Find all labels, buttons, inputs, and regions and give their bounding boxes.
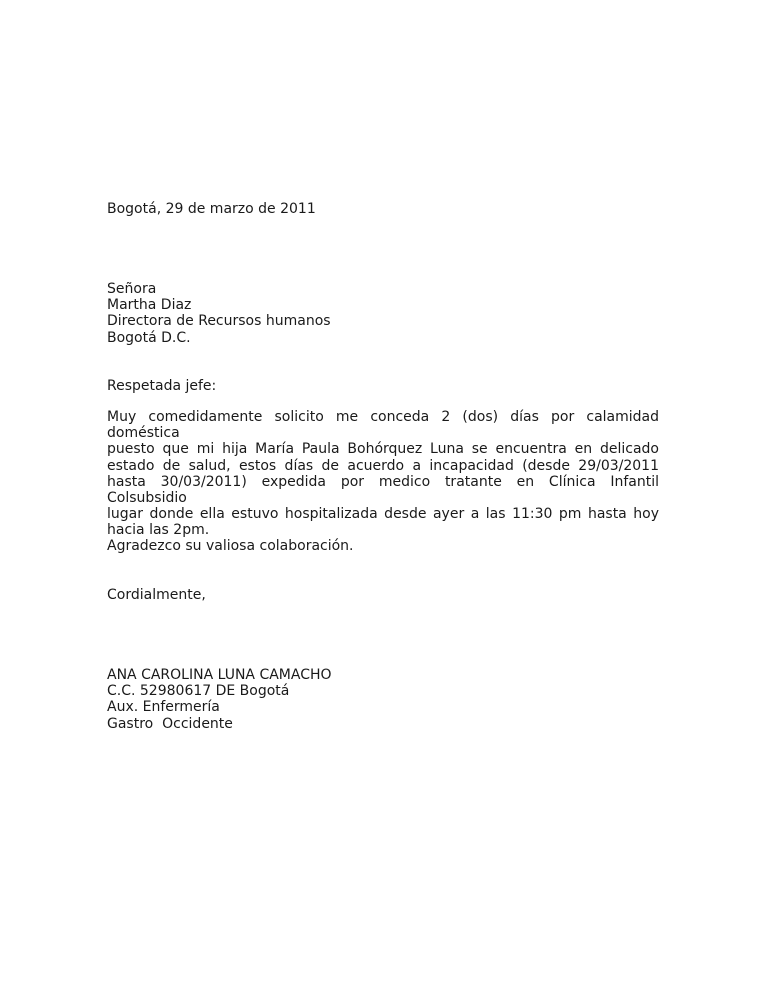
date-text: Bogotá, 29 de marzo de 2011 [107, 201, 316, 217]
recipient-position: Directora de Recursos humanos [107, 313, 331, 330]
body-line: hasta 30/03/2011) expedida por medico tratante en Clínica Infantil Colsubsidio [107, 473, 659, 507]
signer-name: ANA CAROLINA LUNA CAMACHO [107, 667, 332, 683]
signer-role: Aux. Enfermería [107, 699, 220, 716]
recipient-name: Martha Diaz [107, 297, 192, 314]
body-line: Muy comedidamente solicito me conceda 2 (dos) días por calamidad doméstica [107, 409, 659, 442]
signer-department: Gastro Occidente [107, 715, 233, 732]
body-line: hacia las 2pm. [107, 522, 210, 539]
letter-date [107, 201, 659, 217]
body-line: lugar donde ella estuvo hospitalizada desde ayer a las 11:30 pm hasta hoy [107, 506, 659, 523]
body-line: puesto que mi hija María Paula Bohórquez Luna se encuentra en delicado [107, 441, 659, 458]
body-line: estado de salud, estos días de acuerdo a incapacidad (desde 29/03/2011 [107, 457, 659, 474]
closing-text: Cordialmente, [107, 587, 206, 603]
thanks-paragraph [107, 538, 659, 554]
salutation [107, 378, 659, 394]
recipient-block [107, 281, 659, 346]
thanks-text: Agradezco su valiosa colaboración. [107, 538, 354, 554]
signer-id: C.C. 52980617 DE Bogotá [107, 683, 290, 700]
body-paragraph [107, 409, 659, 539]
closing [107, 587, 659, 603]
salutation-text: Respetada jefe: [107, 378, 217, 394]
signature-block [107, 667, 659, 732]
recipient-city: Bogotá D.C. [107, 329, 191, 346]
recipient-title: Señora [107, 281, 157, 297]
